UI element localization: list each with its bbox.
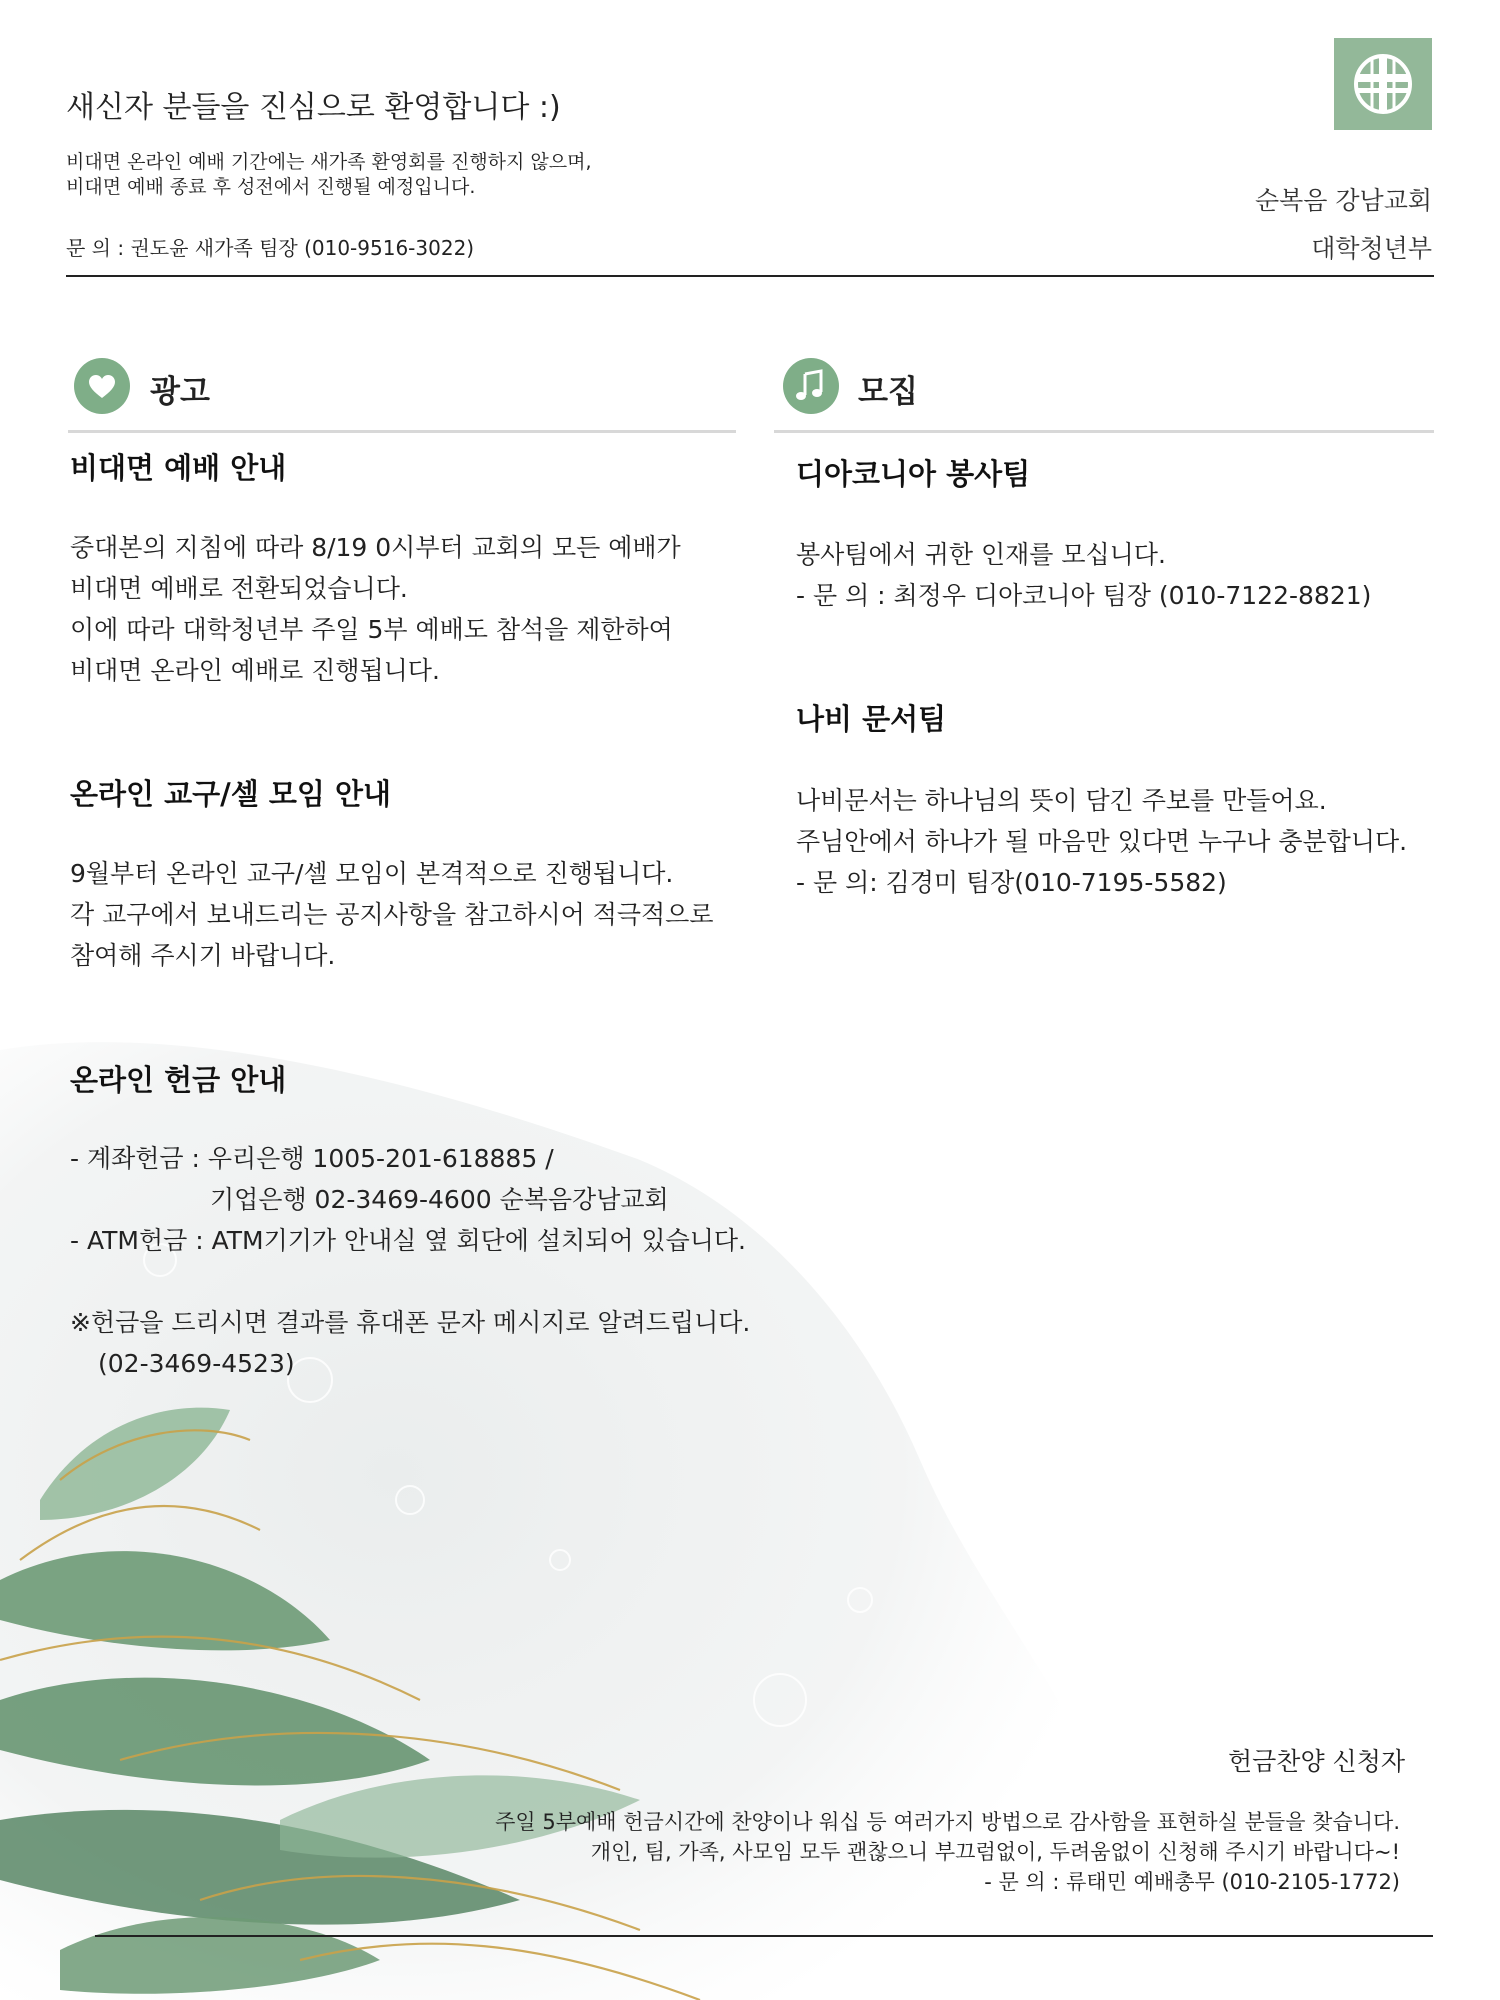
body-line: 봉사팀에서 귀한 인재를 모십니다. xyxy=(796,540,1166,569)
body-line: 각 교구에서 보내드리는 공지사항을 참고하시어 적극적으로 xyxy=(70,900,714,929)
welcome-note-line: 비대면 예배 종료 후 성전에서 진행될 예정입니다. xyxy=(66,176,476,198)
ad-body-online-worship xyxy=(70,527,681,691)
welcome-note-line: 비대면 온라인 예배 기간에는 새가족 환영회를 진행하지 않으며, xyxy=(66,151,592,173)
body-line: 이에 따라 대학청년부 주일 5부 예배도 참석을 제한하여 xyxy=(70,615,673,644)
body-line: 참여해 주시기 바랍니다. xyxy=(70,941,336,970)
section-divider-recruit xyxy=(774,430,1434,433)
body-line: - ATM헌금 : ATM기기가 안내실 옆 회단에 설치되어 있습니다. xyxy=(70,1226,746,1255)
church-logo xyxy=(1334,38,1432,130)
body-line: - 문 의: 김경미 팀장(010-7195-5582) xyxy=(796,868,1227,897)
offering-song-title: 헌금찬양 신청자 xyxy=(1228,1747,1405,1776)
church-logo-icon xyxy=(1334,38,1432,130)
church-name: 순복음 강남교회 xyxy=(1255,186,1432,215)
body-line: ※헌금을 드리시면 결과를 휴대폰 문자 메시지로 알려드립니다. xyxy=(70,1308,751,1337)
recruit-body-diakonia xyxy=(796,534,1371,616)
ad-body-online-offering xyxy=(70,1138,750,1384)
department-name: 대학청년부 xyxy=(1311,234,1432,263)
section-title-recruit: 모집 xyxy=(858,374,918,410)
body-line: 주일 5부예배 헌금시간에 찬양이나 워십 등 여러가지 방법으로 감사함을 표현하실 분들을 찾습니다. xyxy=(495,1810,1400,1834)
welcome-title: 새신자 분들을 진심으로 환영합니다 :) xyxy=(66,90,561,125)
music-note-icon xyxy=(783,358,839,414)
section-title-ads: 광고 xyxy=(150,374,210,410)
body-line: - 문 의 : 최정우 디아코니아 팀장 (010-7122-8821) xyxy=(796,581,1372,610)
body-line: 개인, 팀, 가족, 사모임 모두 괜찮으니 부끄럼없이, 두려움없이 신청해 주시기 바랍니다~! xyxy=(590,1840,1400,1864)
footer-divider xyxy=(95,1935,1433,1937)
welcome-note xyxy=(66,150,592,200)
recruit-heading-diakonia: 디아코니아 봉사팀 xyxy=(796,457,1031,491)
body-line: 중대본의 지침에 따라 8/19 0시부터 교회의 모든 예배가 xyxy=(70,533,681,562)
body-line: 기업은행 02-3469-4600 순복음강남교회 xyxy=(210,1185,669,1214)
offering-song-body xyxy=(495,1807,1400,1897)
section-divider-ads xyxy=(68,430,736,433)
body-line xyxy=(70,1261,750,1302)
body-line: - 계좌헌금 : 우리은행 1005-201-618885 / xyxy=(70,1144,554,1173)
header-divider xyxy=(66,275,1434,277)
body-line: 나비문서는 하나님의 뜻이 담긴 주보를 만들어요. xyxy=(796,786,1327,815)
body-line: (02-3469-4523) xyxy=(98,1349,295,1378)
body-line: 비대면 예배로 전환되었습니다. xyxy=(70,574,408,603)
body-line: - 문 의 : 류태민 예배총무 (010-2105-1772) xyxy=(984,1870,1400,1894)
body-line: 주님안에서 하나가 될 마음만 있다면 누구나 충분합니다. xyxy=(796,827,1408,856)
ad-heading-online-offering: 온라인 헌금 안내 xyxy=(70,1063,287,1097)
ad-heading-cell-meeting: 온라인 교구/셀 모임 안내 xyxy=(70,777,392,811)
ad-heading-online-worship: 비대면 예배 안내 xyxy=(70,451,287,485)
ad-body-cell-meeting xyxy=(70,853,714,976)
welcome-contact: 문 의 : 권도윤 새가족 팀장 (010-9516-3022) xyxy=(66,236,475,260)
recruit-body-nabi xyxy=(796,780,1407,903)
heart-icon xyxy=(74,358,130,414)
recruit-heading-nabi: 나비 문서팀 xyxy=(796,702,947,736)
body-line: 9월부터 온라인 교구/셀 모임이 본격적으로 진행됩니다. xyxy=(70,859,674,888)
body-line: 비대면 온라인 예배로 진행됩니다. xyxy=(70,656,440,685)
